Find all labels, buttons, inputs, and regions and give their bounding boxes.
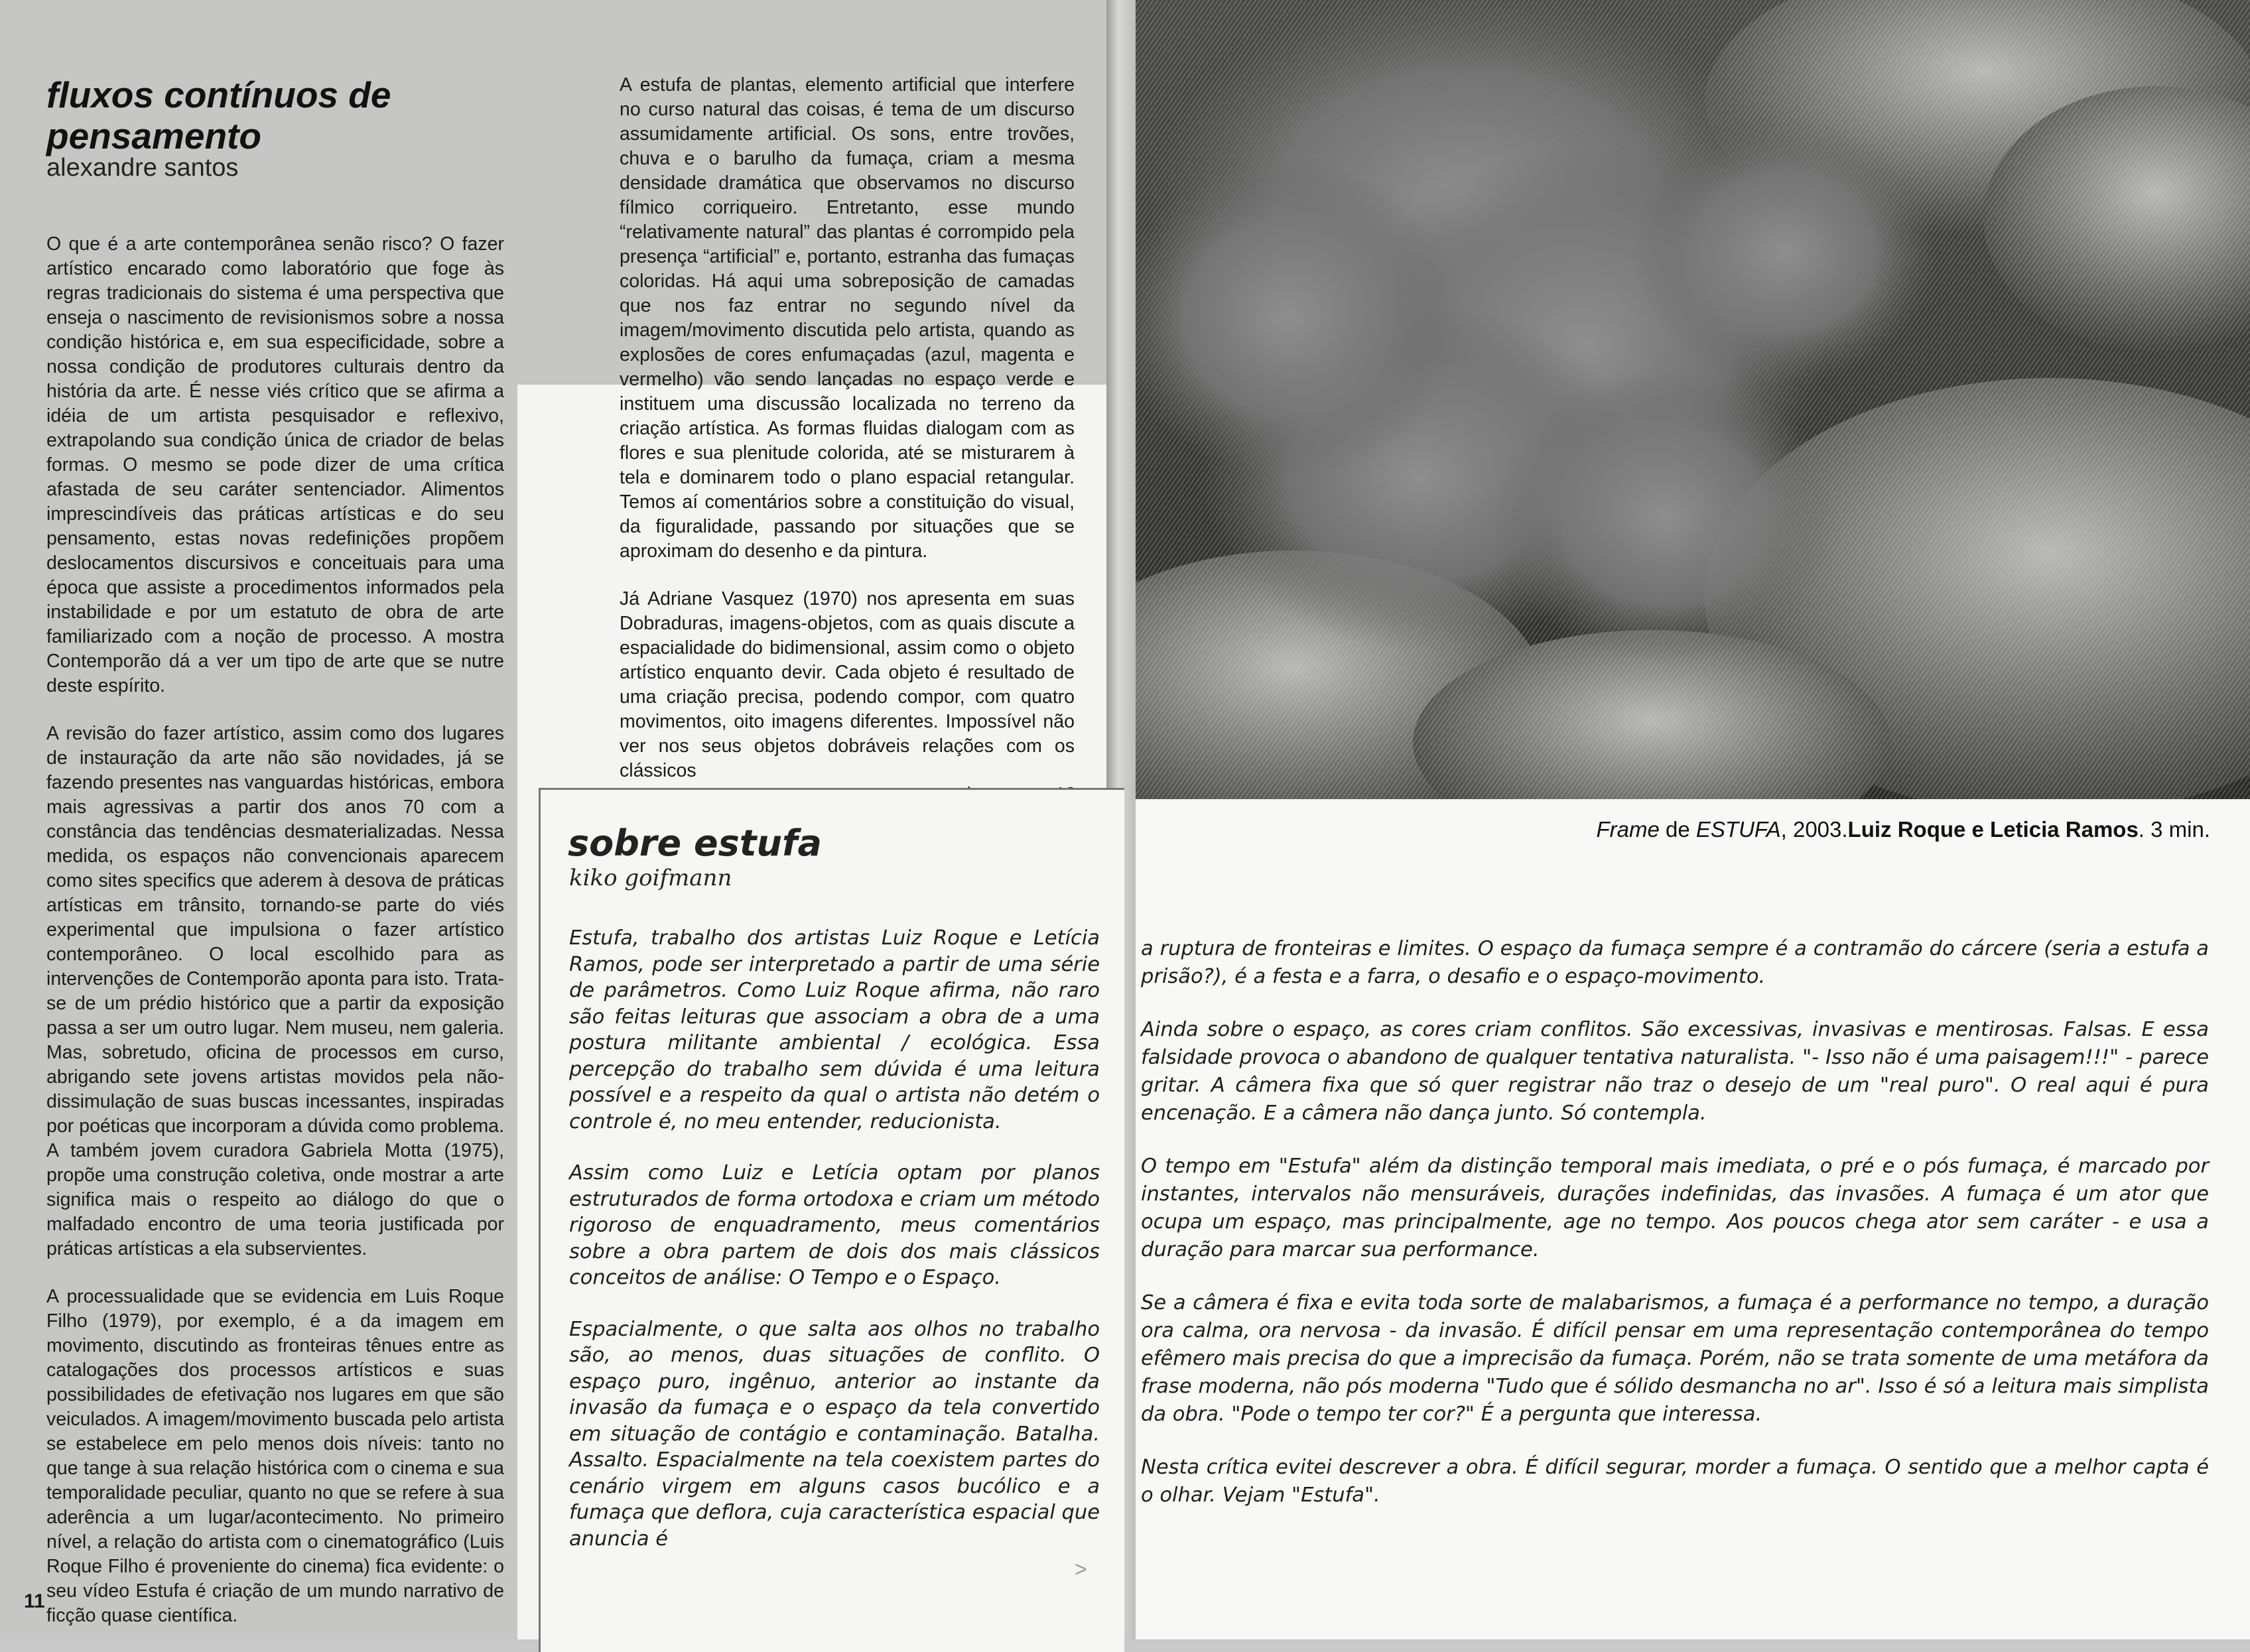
- box-text-column: [569, 925, 1100, 1577]
- paragraph: Se a câmera é fixa e evita toda sorte de malabarismos, a fumaça é a performance no tempo, a duração ora calma, ora nervosa - da invasão. É difícil pensar em uma representação contemporânea do tempo efêmero mais precisa do que a imprecisão da fumaça. Porém, não se trata somente de uma metáfora da frase moderna, não pós moderna "Tudo que é sólido desmancha no ar". Isso é só a leitura mais simplista da obra. "Pode o tempo ter cor?" É a pergunta que interessa.: [1141, 1291, 2209, 1426]
- paragraph: Já Adriane Vasquez (1970) nos apresenta em suas Dobraduras, imagens-objetos, com as quais discute a espacialidade do bidimensional, assim como o objeto artístico enquanto devir. Cada objeto é resultado de uma criação precisa, podendo compor, com quatro movimentos, oito imagens diferentes. Impossível não ver nos seus objetos dobráveis relações com os clássicos: [620, 588, 1075, 781]
- caption-year: , 2003.: [1780, 817, 1848, 842]
- paragraph: O que é a arte contemporânea senão risco? O fazer artístico encarado como laboratório que foge às regras tradicionais do sistema é uma perspectiva que enseja o nascimento de revisionismos sobre a nossa condição histórica e, em sua especificidade, sobre a nossa condição de produtores culturais dentro da história da arte. É nesse viés crítico que se afirma a idéia de um artista pesquisador e reflexivo, extrapolando sua condição única de criador de belas formas. O mesmo se pode dizer de uma crítica afastada de seu caráter sentenciador. Alimentos imprescindíveis das práticas artísticas e do seu pensamento, estas novas redefinições propõem deslocamentos discursivos e conceituais para uma época que assiste a procedimentos informados pela instabilidade e por um estatuto de obra de arte familiarizado com a noção de processo. A mostra Contemporão dá a ver um tipo de arte que se nutre deste espírito.: [46, 233, 504, 696]
- continue-arrow: >: [1075, 1557, 1087, 1581]
- paragraph: Estufa, trabalho dos artistas Luiz Roque e Letícia Ramos, pode ser interpretado a partir de uma série de parâmetros. Como Luiz Roque afirma, não raro são feitas leituras que associam a obra de a uma postura militante ambiental / ecológica. Essa percepção do trabalho sem dúvida é uma leitura possível e a respeito da qual o artista não detém o controle é, no meu entender, reducionista.: [569, 926, 1100, 1133]
- paragraph: Assim como Luiz e Letícia optam por planos estruturados de forma ortodoxa e criam um método rigoroso de enquadramento, meus comentários sobre a obra partem de dois dos mais clássicos conceitos de análise: O Tempo e o Espaço.: [569, 1161, 1100, 1289]
- caption-frame: Frame: [1596, 817, 1660, 842]
- article-title: fluxos contínuos de pensamento: [46, 74, 391, 157]
- text-column-1: [46, 232, 504, 1639]
- caption-de: de: [1659, 817, 1696, 842]
- paragraph: A processualidade que se evidencia em Luis Roque Filho (1979), por exemplo, é a da imagem em movimento, discutindo as fronteiras tênues entre as catalogações dos processos artísticos e suas possibilidades de efetivação nos lugares em que são veiculados. A imagem/movimento buscada pelo artista se estabelece em pelo menos dois níveis: tanto no que tange à sua relação histórica com o cinema e sua temporalidade peculiar, quanto no que se refere à sua aderência a um lugar/acontecimento. No primeiro nível, a relação do artista com o cinematográfico (Luis Roque Filho é proveniente do cinema) fica evidente: o seu vídeo Estufa é criação de um mundo narrativo de ficção quase científica.: [46, 1286, 504, 1626]
- paragraph: Nesta crítica evitei descrever a obra. É difícil segurar, morder a fumaça. O sentido que a melhor capta é o olhar. Vejam "Estufa".: [1141, 1456, 2209, 1507]
- photo-caption: [1597, 817, 2211, 842]
- paragraph: O tempo em "Estufa" além da distinção temporal mais imediata, o pré e o pós fumaça, é marcado por instantes, intervalos não mensuráveis, durações indefinidas, das invasões. A fumaça é um ator que ocupa um espaço, mas principalmente, age no tempo. Aos poucos chega ator sem caráter - e usa a duração para marcar sua performance.: [1141, 1155, 2209, 1261]
- caption-duration: . 3 min.: [2138, 817, 2210, 842]
- article-author: alexandre santos: [46, 154, 239, 182]
- page-number-left: 11: [24, 1590, 45, 1612]
- smoke-photo: [1121, 0, 2250, 799]
- box-author: kiko goifmann: [569, 865, 732, 891]
- paragraph: A estufa de plantas, elemento artificial que interfere no curso natural das coisas, é tema de um discurso assumidamente artificial. Os sons, entre trovões, chuva e o barulho da fumaça, criam a mesma densidade dramática que observamos no discurso fílmico corriqueiro. Entretanto, esse mundo “relativamente natural” das plantas é corrompido pela presença “artificial” e, portanto, estranha das fumaças coloridas. Há aqui uma sobreposição de camadas que nos faz entrar no segundo nível da imagem/movimento discutida pelo artista, quando as explosões de cores enfumaçadas (azul, magenta e vermelho) vão sendo lançadas no espaço verde e instituem uma discussão localizada no terreno da criação artística. As formas fluidas dialogam com as flores e sua plenitude colorida, até se misturarem à tela e dominarem todo o plano espacial retangular. Temos aí comentários sobre a constituição do visual, da figuralidade, passando por situações que se aproximam do desenho e da pintura.: [620, 74, 1075, 562]
- paragraph: Ainda sobre o espaço, as cores criam conflitos. São excessivas, invasivas e mentirosas. Falsas. E essa falsidade provoca o abandono de qualquer tentativa naturalista. "- Isso não é uma paisagem!!!" - parece gritar. A câmera fixa que só quer registrar não traz o desejo de um "real puro". O real aqui é pura encenação. E a câmera não dança junto. Só contempla.: [1141, 1018, 2209, 1125]
- caption-work: ESTUFA: [1695, 817, 1781, 842]
- box-title: sobre estufa: [568, 822, 822, 864]
- right-text-column: [1141, 935, 2209, 1535]
- paragraph: Espacialmente, o que salta aos olhos no trabalho são, ao menos, duas situações de conflito. O espaço puro, ingênuo, anterior ao instante da invasão da fumaça e o espaço da tela convertido em situação de contágio e contaminação. Batalha. Assalto. Espacialmente na tela coexistem partes do cenário virgem em alguns casos bucólico e a fumaça que deflora, cuja característica espacial que anuncia é: [569, 1317, 1100, 1551]
- caption-artists: Luiz Roque e Leticia Ramos: [1847, 817, 2139, 842]
- text-column-2: [620, 73, 1075, 830]
- paragraph: a ruptura de fronteiras e limites. O espaço da fumaça sempre é a contramão do cárcere (seria a estufa a prisão?), é a festa e a farra, o desafio e o espaço-movimento.: [1141, 937, 2209, 988]
- paragraph: A revisão do fazer artístico, assim como dos lugares de instauração da arte não são novidades, já se fazendo presentes nas vanguardas históricas, embora mais agressivas a partir dos anos 70 com a constância das tendências desmaterializadas. Nessa medida, os espaços não convencionais aparecem como sites specifics que aderem à desova de práticas artísticas em trânsito, tornando-se parte do viés experimental que impulsiona o fazer artístico contemporâneo. O local escolhido para as intervenções de Contemporão aponta para isto. Trata-se de um prédio histórico que a partir da exposição passa a ser um outro lugar. Nem museu, nem galeria. Mas, sobretudo, oficina de processos em curso, abrigando sete jovens artistas movidos pela não-dissimulação de suas buscas incessantes, inspiradas por poéticas que incorporam a dúvida como problema. A também jovem curadora Gabriela Motta (1975), propõe uma construção coletiva, onde mostrar a arte significa mais o respeito ao diálogo do que o malfadado encontro de uma teoria justificada por práticas artísticas a ela subservientes.: [46, 723, 504, 1259]
